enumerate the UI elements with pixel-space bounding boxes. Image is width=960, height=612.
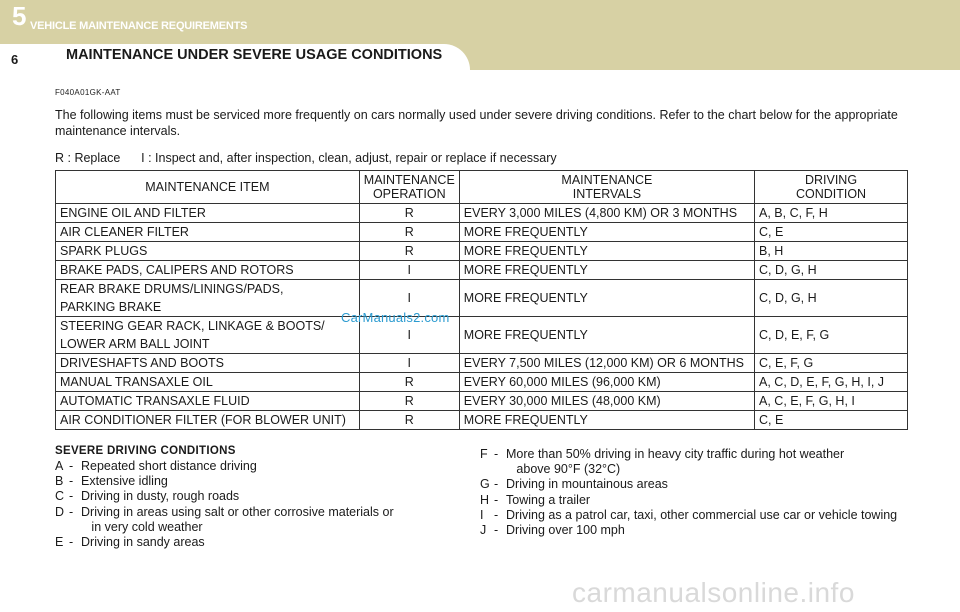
cell-interval: MORE FREQUENTLY — [459, 280, 754, 317]
intro-paragraph: The following items must be serviced more frequently on cars normally used under severe driving conditions. Refer to the chart below for the appropriate maintenance intervals. — [55, 108, 898, 138]
table-row — [56, 280, 908, 317]
table-row — [56, 242, 908, 261]
cell-interval: EVERY 7,500 MILES (12,000 KM) OR 6 MONTHS — [459, 354, 754, 373]
condition-item: A - Repeated short distance driving — [55, 459, 257, 473]
chapter-title: VEHICLE MAINTENANCE REQUIREMENTS — [30, 20, 248, 32]
cell-interval: EVERY 60,000 MILES (96,000 KM) — [459, 373, 754, 392]
cell-condition: C, D, E, F, G — [755, 317, 908, 354]
cell-item: BRAKE PADS, CALIPERS AND ROTORS — [56, 261, 360, 280]
table-row — [56, 317, 908, 354]
cell-interval: EVERY 3,000 MILES (4,800 KM) OR 3 MONTHS — [459, 204, 754, 223]
cell-interval: EVERY 30,000 MILES (48,000 KM) — [459, 392, 754, 411]
header-intervals: MAINTENANCE INTERVALS — [459, 171, 754, 204]
cell-interval: MORE FREQUENTLY — [459, 261, 754, 280]
cell-condition: C, E, F, G — [755, 354, 908, 373]
chapter-number: 5 — [12, 1, 27, 31]
cell-item: AUTOMATIC TRANSAXLE FLUID — [56, 392, 360, 411]
conditions-right-list — [480, 447, 920, 538]
cell-interval: MORE FREQUENTLY — [459, 242, 754, 261]
table-row — [56, 373, 908, 392]
table-row — [56, 354, 908, 373]
cell-item: SPARK PLUGS — [56, 242, 360, 261]
header-operation: MAINTENANCE OPERATION — [359, 171, 459, 204]
table-row — [56, 411, 908, 430]
condition-item: F - More than 50% driving in heavy city traffic during hot weather above 90°F (32°C) — [480, 447, 845, 477]
condition-item: H - Towing a trailer — [480, 492, 591, 507]
table-row — [56, 261, 908, 280]
conditions-left-list — [55, 459, 415, 550]
table-row — [56, 392, 908, 411]
cell-interval: MORE FREQUENTLY — [459, 411, 754, 430]
cell-interval: MORE FREQUENTLY — [459, 223, 754, 242]
footer-watermark: carmanualsonline.info — [572, 577, 855, 608]
table-header-row — [56, 171, 908, 204]
page-number: 6 — [11, 52, 19, 67]
cell-operation: I — [359, 280, 459, 317]
header-condition: DRIVING CONDITION — [755, 171, 908, 204]
maintenance-table — [55, 170, 908, 430]
condition-item: J - Driving over 100 mph — [480, 523, 625, 538]
conditions-title: SEVERE DRIVING CONDITIONS — [55, 445, 236, 457]
cell-operation: R — [359, 204, 459, 223]
cell-item: AIR CONDITIONER FILTER (FOR BLOWER UNIT) — [56, 411, 360, 430]
cell-operation: R — [359, 392, 459, 411]
operation-legend: R : Replace I : Inspect and, after inspection, clean, adjust, repair or replace if necessary — [55, 151, 557, 165]
header-item: MAINTENANCE ITEM — [56, 171, 360, 204]
cell-item: REAR BRAKE DRUMS/LININGS/PADS, PARKING BRAKE — [56, 280, 360, 317]
condition-item: E - Driving in sandy areas — [55, 535, 205, 550]
cell-operation: R — [359, 411, 459, 430]
cell-condition: C, E — [755, 223, 908, 242]
cell-item: DRIVESHAFTS AND BOOTS — [56, 354, 360, 373]
condition-item: B - Extensive idling — [55, 474, 168, 489]
document-code: F040A01GK-AAT — [55, 88, 121, 97]
condition-item: C - Driving in dusty, rough roads — [55, 489, 240, 504]
cell-condition: C, E — [755, 411, 908, 430]
cell-operation: R — [359, 242, 459, 261]
cell-item: ENGINE OIL AND FILTER — [56, 204, 360, 223]
cell-operation: I — [359, 354, 459, 373]
cell-interval: MORE FREQUENTLY — [459, 317, 754, 354]
cell-condition: A, C, D, E, F, G, H, I, J — [755, 373, 908, 392]
cell-item: AIR CLEANER FILTER — [56, 223, 360, 242]
cell-condition: C, D, G, H — [755, 261, 908, 280]
cell-item: MANUAL TRANSAXLE OIL — [56, 373, 360, 392]
cell-operation: R — [359, 223, 459, 242]
cell-condition: C, D, G, H — [755, 280, 908, 317]
cell-condition: A, C, E, F, G, H, I — [755, 392, 908, 411]
table-row — [56, 223, 908, 242]
condition-item: G - Driving in mountainous areas — [480, 477, 668, 492]
condition-item: I - Driving as a patrol car, taxi, other commercial use car or vehicle towing — [480, 507, 898, 522]
section-title: MAINTENANCE UNDER SEVERE USAGE CONDITIONS — [66, 47, 443, 63]
cell-condition: B, H — [755, 242, 908, 261]
cell-operation: I — [359, 261, 459, 280]
cell-condition: A, B, C, F, H — [755, 204, 908, 223]
condition-item: D - Driving in areas using salt or other corrosive materials or in very cold weather — [55, 504, 394, 534]
watermark-link[interactable]: CarManuals2.com — [341, 310, 450, 325]
table-row — [56, 204, 908, 223]
cell-operation: I — [359, 317, 459, 354]
cell-operation: R — [359, 373, 459, 392]
cell-item: STEERING GEAR RACK, LINKAGE & BOOTS/ LOWER ARM BALL JOINT — [56, 317, 360, 354]
